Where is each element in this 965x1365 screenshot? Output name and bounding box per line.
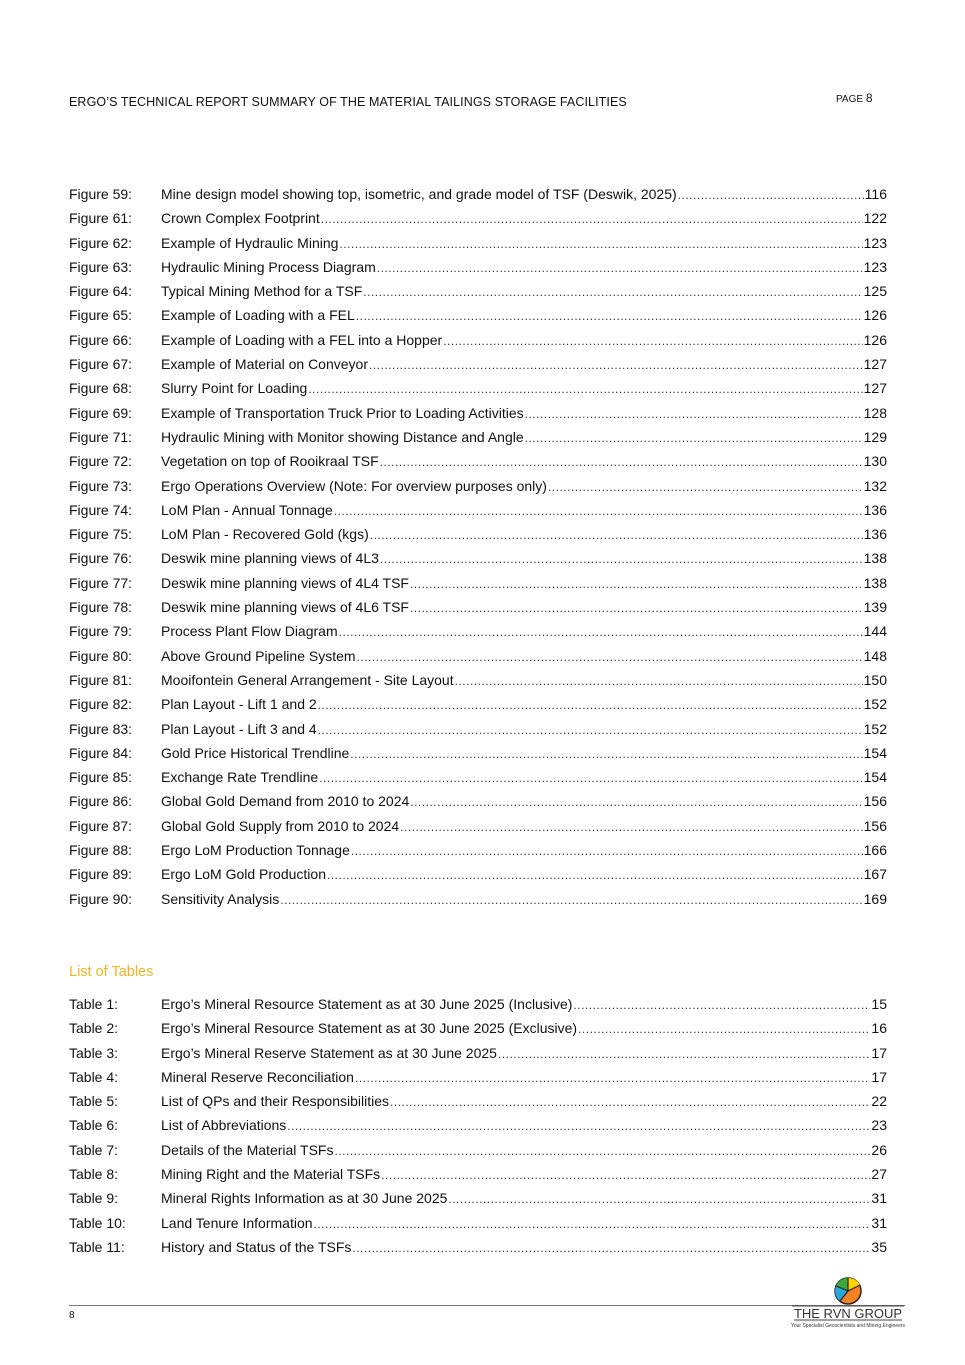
figure-entry-leader — [380, 550, 863, 568]
figure-entry-label: Figure 78: — [69, 599, 133, 616]
figure-entry-page: 125 — [863, 283, 887, 300]
table-entry-label: Table 10: — [69, 1214, 126, 1231]
figure-entry-leader — [525, 405, 863, 423]
figure-entry-leader — [350, 745, 862, 763]
table-entry-leader — [355, 1069, 870, 1087]
figure-entry-label: Figure 89: — [69, 866, 133, 883]
table-entry[interactable] — [69, 996, 887, 1020]
table-entry-title: Land Tenure Information — [161, 1214, 313, 1231]
table-entry[interactable] — [69, 1190, 887, 1214]
figure-entry[interactable] — [69, 186, 887, 210]
figure-entry-title: Gold Price Historical Trendline — [161, 744, 350, 761]
footer-page-number: 8 — [69, 1310, 75, 1321]
figure-entry-label: Figure 69: — [69, 404, 133, 421]
figure-entry-label: Figure 90: — [69, 890, 133, 907]
figure-entry-leader — [319, 769, 862, 787]
figure-entry-label: Figure 77: — [69, 574, 133, 591]
figure-entry-label: Figure 76: — [69, 550, 133, 567]
table-entry[interactable] — [69, 1020, 887, 1044]
figure-entry-leader — [334, 502, 863, 520]
table-entry-label: Table 5: — [69, 1093, 119, 1110]
figure-entry-leader — [321, 210, 863, 228]
table-entry[interactable] — [69, 1045, 887, 1069]
figure-entry-title: Ergo LoM Gold Production — [161, 866, 326, 883]
table-entry[interactable] — [69, 1166, 887, 1190]
figure-entry-page: 167 — [863, 866, 887, 883]
figure-entry-page: 122 — [863, 210, 887, 227]
figure-entry-label: Figure 66: — [69, 331, 133, 348]
figure-entry[interactable] — [69, 429, 887, 453]
figure-entry-title: Mooifontein General Arrangement - Site Layout — [161, 671, 454, 688]
figure-entry[interactable] — [69, 745, 887, 769]
table-entry[interactable] — [69, 1069, 887, 1093]
figure-entry-page: 126 — [863, 331, 887, 348]
figure-entry-title: Mine design model showing top, isometric, and grade model of TSF (Deswik, 2025) — [161, 186, 677, 202]
figure-entry-label: Figure 84: — [69, 744, 133, 761]
figure-entry-page: 123 — [863, 234, 887, 251]
figure-entry-leader — [410, 599, 863, 617]
figure-entry-title: Ergo Operations Overview (Note: For overview purposes only) — [161, 477, 547, 494]
figure-entry-leader — [380, 453, 863, 471]
figure-entry-page: 154 — [863, 769, 887, 786]
figure-entry-leader — [308, 380, 862, 398]
table-entry-page: 17 — [871, 1068, 887, 1085]
table-entry-leader — [498, 1045, 870, 1063]
figure-entry-page: 123 — [863, 258, 887, 275]
figure-entry[interactable] — [69, 478, 887, 502]
figure-entry[interactable] — [69, 721, 887, 745]
figure-entry-title: Exchange Rate Trendline — [161, 769, 319, 786]
figure-entry[interactable] — [69, 769, 887, 793]
svg-text:THE RVN GROUP: THE RVN GROUP — [793, 1306, 903, 1321]
figure-entry-leader — [351, 842, 863, 860]
figure-entry[interactable] — [69, 332, 887, 356]
figure-entry-label: Figure 73: — [69, 477, 133, 494]
figure-entry-label: Figure 74: — [69, 501, 133, 518]
figure-entry[interactable] — [69, 356, 887, 380]
figure-entry-page: 166 — [863, 842, 887, 859]
figure-entry-title: Deswik mine planning views of 4L6 TSF — [161, 599, 409, 616]
figure-entry[interactable] — [69, 891, 887, 915]
footer-divider — [69, 1305, 905, 1306]
table-entry-title: List of QPs and their Responsibilities — [161, 1093, 389, 1110]
list-of-tables-heading: List of Tables — [69, 964, 154, 980]
table-entry-leader — [287, 1117, 870, 1135]
figure-entry-title: Crown Complex Footprint — [161, 210, 320, 227]
figure-entry-label: Figure 68: — [69, 380, 133, 397]
figure-entry[interactable] — [69, 575, 887, 599]
figure-entry-page: 127 — [863, 380, 887, 397]
table-entry-label: Table 3: — [69, 1044, 119, 1061]
figure-entry-title: LoM Plan - Annual Tonnage — [161, 501, 333, 518]
table-entry-title: Mining Right and the Material TSFs — [161, 1166, 381, 1183]
table-entry-page: 17 — [871, 1044, 887, 1061]
table-entry[interactable] — [69, 1093, 887, 1117]
page-label: PAGE — [836, 94, 864, 105]
figure-entry-leader — [356, 307, 863, 325]
figure-entry-page: 138 — [863, 550, 887, 567]
figure-entry[interactable] — [69, 793, 887, 817]
page-number: 8 — [865, 91, 873, 105]
figure-entry-title: Hydraulic Mining Process Diagram — [161, 258, 376, 275]
figure-entry-leader — [370, 526, 863, 544]
table-entry-label: Table 4: — [69, 1068, 119, 1085]
figure-entry[interactable] — [69, 550, 887, 574]
figure-entry-leader — [369, 356, 863, 374]
figure-entry[interactable] — [69, 380, 887, 404]
running-header: ERGO’S TECHNICAL REPORT SUMMARY OF THE MATERIAL TAILINGS STORAGE FACILITIES — [69, 95, 627, 109]
table-entry-title: Details of the Material TSFs — [161, 1141, 334, 1158]
figure-entry-leader — [280, 891, 862, 909]
table-entry-page: 15 — [871, 996, 887, 1012]
figure-entry-page: 129 — [863, 428, 887, 445]
figure-entry-title: Example of Material on Conveyor — [161, 356, 368, 373]
figure-entry[interactable] — [69, 526, 887, 550]
table-entry-leader — [334, 1142, 870, 1160]
figure-entry-label: Figure 64: — [69, 283, 133, 300]
figure-entry-label: Figure 75: — [69, 526, 133, 543]
figure-entry[interactable] — [69, 696, 887, 720]
figure-entry[interactable] — [69, 283, 887, 307]
figure-entry-leader — [443, 332, 862, 350]
figure-entry-leader — [455, 672, 863, 690]
header-page-number — [836, 91, 873, 105]
table-entry-page: 31 — [871, 1214, 887, 1231]
figure-entry[interactable] — [69, 405, 887, 429]
figure-entry-title: Deswik mine planning views of 4L3 — [161, 550, 379, 567]
figure-entry-leader — [327, 866, 863, 884]
table-entry-leader — [352, 1239, 870, 1257]
table-entry-label: Table 1: — [69, 996, 119, 1012]
list-of-figures — [69, 186, 887, 915]
figure-entry-page: 130 — [863, 453, 887, 470]
figure-entry-page: 156 — [863, 817, 887, 834]
figure-entry-page: 154 — [863, 744, 887, 761]
figure-entry-title: Typical Mining Method for a TSF — [161, 283, 363, 300]
figure-entry[interactable] — [69, 235, 887, 259]
figure-entry-title: LoM Plan - Recovered Gold (kgs) — [161, 526, 369, 543]
table-entry-title: Mineral Reserve Reconciliation — [161, 1068, 354, 1085]
figure-entry-leader — [410, 793, 862, 811]
figure-entry-label: Figure 82: — [69, 696, 133, 713]
figure-entry-label: Figure 81: — [69, 671, 133, 688]
figure-entry-title: Global Gold Demand from 2010 to 2024 — [161, 793, 410, 810]
table-entry-page: 27 — [871, 1166, 887, 1183]
table-entry-label: Table 8: — [69, 1166, 119, 1183]
table-entry-label: Table 11: — [69, 1238, 125, 1255]
rvn-group-logo — [790, 1276, 908, 1331]
figure-entry-leader — [678, 186, 864, 204]
figure-entry-title: Hydraulic Mining with Monitor showing Distance and Angle — [161, 428, 524, 445]
table-entry-title: Ergo’s Mineral Reserve Statement as at 30 June 2025 — [161, 1044, 497, 1061]
table-entry[interactable] — [69, 1142, 887, 1166]
table-entry[interactable] — [69, 1239, 887, 1263]
figure-entry-page: 126 — [863, 307, 887, 324]
svg-text:Your Specialist Geoscientists: Your Specialist Geoscientists and Mining Engineers — [790, 1323, 906, 1329]
figure-entry-title: Plan Layout - Lift 1 and 2 — [161, 696, 317, 713]
figure-entry-leader — [339, 235, 862, 253]
figure-entry-label: Figure 71: — [69, 428, 133, 445]
figure-entry-label: Figure 61: — [69, 210, 133, 227]
figure-entry[interactable] — [69, 210, 887, 234]
figure-entry-leader — [363, 283, 862, 301]
figure-entry-label: Figure 88: — [69, 842, 133, 859]
table-entry-page: 16 — [871, 1020, 887, 1037]
figure-entry-title: Example of Loading with a FEL — [161, 307, 355, 324]
figure-entry-label: Figure 80: — [69, 647, 133, 664]
table-entry-page: 22 — [871, 1093, 887, 1110]
figure-entry-label: Figure 79: — [69, 623, 133, 640]
figure-entry-leader — [318, 696, 863, 714]
figure-entry-title: Ergo LoM Production Tonnage — [161, 842, 350, 859]
figure-entry[interactable] — [69, 502, 887, 526]
table-entry-page: 23 — [871, 1117, 887, 1134]
figure-entry-leader — [377, 259, 863, 277]
figure-entry-label: Figure 62: — [69, 234, 133, 251]
figure-entry-title: Above Ground Pipeline System — [161, 647, 356, 664]
figure-entry-page: 138 — [863, 574, 887, 591]
figure-entry-label: Figure 86: — [69, 793, 133, 810]
table-entry-leader — [573, 996, 870, 1014]
table-entry-leader — [578, 1020, 870, 1038]
figure-entry-label: Figure 87: — [69, 817, 133, 834]
figure-entry-label: Figure 72: — [69, 453, 133, 470]
figure-entry-title: Example of Hydraulic Mining — [161, 234, 339, 251]
figure-entry[interactable] — [69, 818, 887, 842]
table-entry-label: Table 7: — [69, 1141, 119, 1158]
figure-entry[interactable] — [69, 623, 887, 647]
figure-entry-page: 169 — [863, 890, 887, 907]
table-entry-label: Table 6: — [69, 1117, 119, 1134]
table-entry-leader — [390, 1093, 870, 1111]
table-entry[interactable] — [69, 1215, 887, 1239]
figure-entry-leader — [410, 575, 863, 593]
figure-entry-page: 132 — [863, 477, 887, 494]
figure-entry-page: 148 — [863, 647, 887, 664]
table-entry-leader — [448, 1190, 870, 1208]
table-entry-leader — [314, 1215, 871, 1233]
figure-entry-title: Example of Loading with a FEL into a Hopper — [161, 331, 443, 348]
figure-entry-page: 156 — [863, 793, 887, 810]
figure-entry-page: 139 — [863, 599, 887, 616]
figure-entry[interactable] — [69, 259, 887, 283]
figure-entry[interactable] — [69, 599, 887, 623]
figure-entry-page: 127 — [863, 356, 887, 373]
figure-entry-page: 128 — [863, 404, 887, 421]
figure-entry-title: Slurry Point for Loading — [161, 380, 308, 397]
figure-entry-leader — [318, 721, 863, 739]
figure-entry[interactable] — [69, 453, 887, 477]
table-entry-title: Mineral Rights Information as at 30 June 2025 — [161, 1190, 448, 1207]
figure-entry-page: 116 — [864, 186, 887, 202]
figure-entry-title: Plan Layout - Lift 3 and 4 — [161, 720, 317, 737]
figure-entry-page: 152 — [863, 720, 887, 737]
table-entry[interactable] — [69, 1117, 887, 1141]
table-entry-title: Ergo’s Mineral Resource Statement as at 30 June 2025 (Exclusive) — [161, 1020, 578, 1037]
figure-entry-page: 136 — [863, 501, 887, 518]
figure-entry-title: Vegetation on top of Rooikraal TSF — [161, 453, 379, 470]
figure-entry-title: Deswik mine planning views of 4L4 TSF — [161, 574, 409, 591]
figure-entry-label: Figure 83: — [69, 720, 133, 737]
figure-entry[interactable] — [69, 866, 887, 890]
figure-entry-title: Sensitivity Analysis — [161, 890, 280, 907]
figure-entry-label: Figure 63: — [69, 258, 133, 275]
table-entry-label: Table 2: — [69, 1020, 119, 1037]
figure-entry-label: Figure 59: — [69, 186, 133, 202]
figure-entry-leader — [339, 623, 863, 641]
figure-entry[interactable] — [69, 307, 887, 331]
table-entry-title: List of Abbreviations — [161, 1117, 287, 1134]
figure-entry-leader — [357, 648, 863, 666]
figure-entry-label: Figure 85: — [69, 769, 133, 786]
figure-entry[interactable] — [69, 672, 887, 696]
figure-entry[interactable] — [69, 648, 887, 672]
table-entry-page: 31 — [871, 1190, 887, 1207]
figure-entry-title: Example of Transportation Truck Prior to Loading Activities — [161, 404, 524, 421]
figure-entry-leader — [400, 818, 862, 836]
figure-entry-label: Figure 65: — [69, 307, 133, 324]
list-of-tables — [69, 996, 887, 1263]
table-entry-label: Table 9: — [69, 1190, 119, 1207]
figure-entry-title: Process Plant Flow Diagram — [161, 623, 338, 640]
figure-entry-page: 144 — [863, 623, 887, 640]
figure-entry-page: 136 — [863, 526, 887, 543]
figure-entry-leader — [525, 429, 863, 447]
table-entry-title: Ergo’s Mineral Resource Statement as at 30 June 2025 (Inclusive) — [161, 996, 573, 1012]
figure-entry-page: 150 — [863, 671, 887, 688]
figure-entry[interactable] — [69, 842, 887, 866]
table-entry-leader — [381, 1166, 870, 1184]
figure-entry-label: Figure 67: — [69, 356, 133, 373]
logo-icon — [790, 1276, 908, 1331]
table-entry-title: History and Status of the TSFs — [161, 1238, 352, 1255]
figure-entry-title: Global Gold Supply from 2010 to 2024 — [161, 817, 400, 834]
table-entry-page: 35 — [871, 1238, 887, 1255]
figure-entry-leader — [548, 478, 863, 496]
table-entry-page: 26 — [871, 1141, 887, 1158]
figure-entry-page: 152 — [863, 696, 887, 713]
